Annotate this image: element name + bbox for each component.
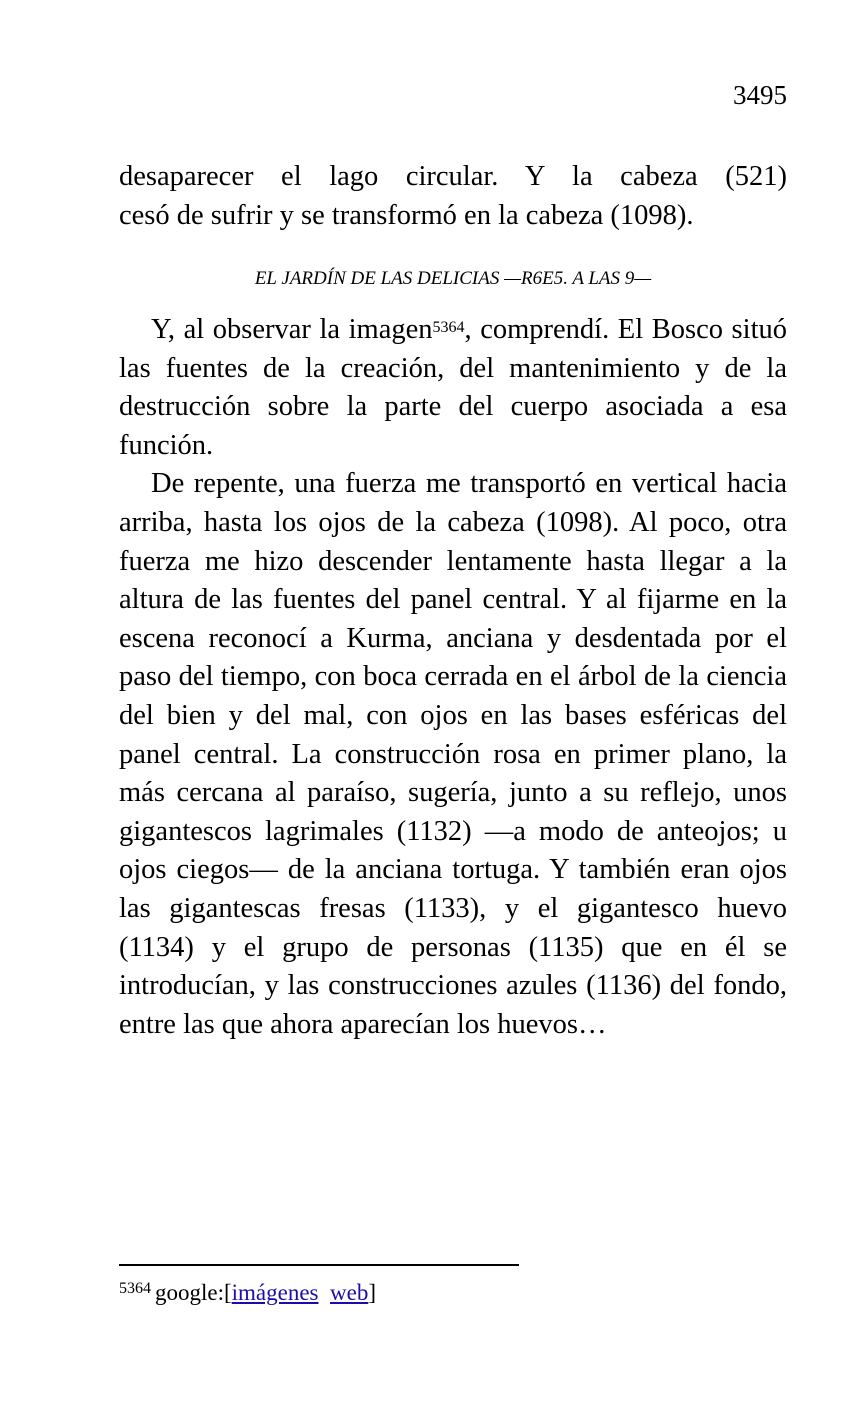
intro-paragraph	[119, 158, 787, 235]
footnote-prefix: google:[	[155, 1280, 232, 1305]
footnote-reference[interactable]: 5364	[432, 319, 465, 336]
footnote-number: 5364	[119, 1280, 151, 1297]
paragraph-1-start: Y, al observar la imagen	[151, 314, 433, 345]
intro-line-2: cesó de sufrir y se transformó en la cabeza (1098).	[119, 199, 694, 231]
page-number: 3495	[733, 80, 787, 110]
intro-line-1: desaparecer el lago circular. Y la cabeza (521)	[119, 161, 787, 192]
images-link[interactable]: imágenes	[231, 1280, 319, 1305]
body-text	[119, 311, 787, 1044]
paragraph-1-rest: , comprendí. El Bosco situó las fuentes de la creación, del mantenimiento y de la destrucción sobre la parte del cuerpo asociada a esa función.	[119, 314, 787, 461]
web-link[interactable]: web	[330, 1280, 369, 1305]
section-heading: EL JARDÍN DE LAS DELICIAS —R6E5. A LAS 9—	[254, 268, 652, 289]
paragraph-1	[119, 311, 787, 465]
footnote-suffix: ]	[368, 1280, 377, 1305]
paragraph-2: De repente, una fuerza me transportó en vertical hacia arriba, hasta los ojos de la cabeza (1098). Al poco, otra fuerza me hizo descender lentamente hasta llegar a la altura de las fuentes del panel central. Y al fijarme en la escena reconocí a Kurma, anciana y desdentada por el paso del tiempo, con boca cerrada en el árbol de la ciencia del bien y del mal, con ojos en las bases esféricas del panel central. La construcción rosa en primer plano, la más cercana al paraíso, sugería, junto a su reflejo, unos gigantescos lagrimales (1132) —a modo de anteojos; u ojos ciegos— de la anciana tortuga. Y también eran ojos las gigantescas fresas (1133), y el gigantesco huevo (1134) y el grupo de personas (1135) que en él se introducían, y las construcciones azules (1136) del fondo, entre las que ahora aparecían los huevos…	[119, 468, 787, 1040]
footnote-rule	[119, 1264, 519, 1266]
footnote	[119, 1278, 376, 1308]
